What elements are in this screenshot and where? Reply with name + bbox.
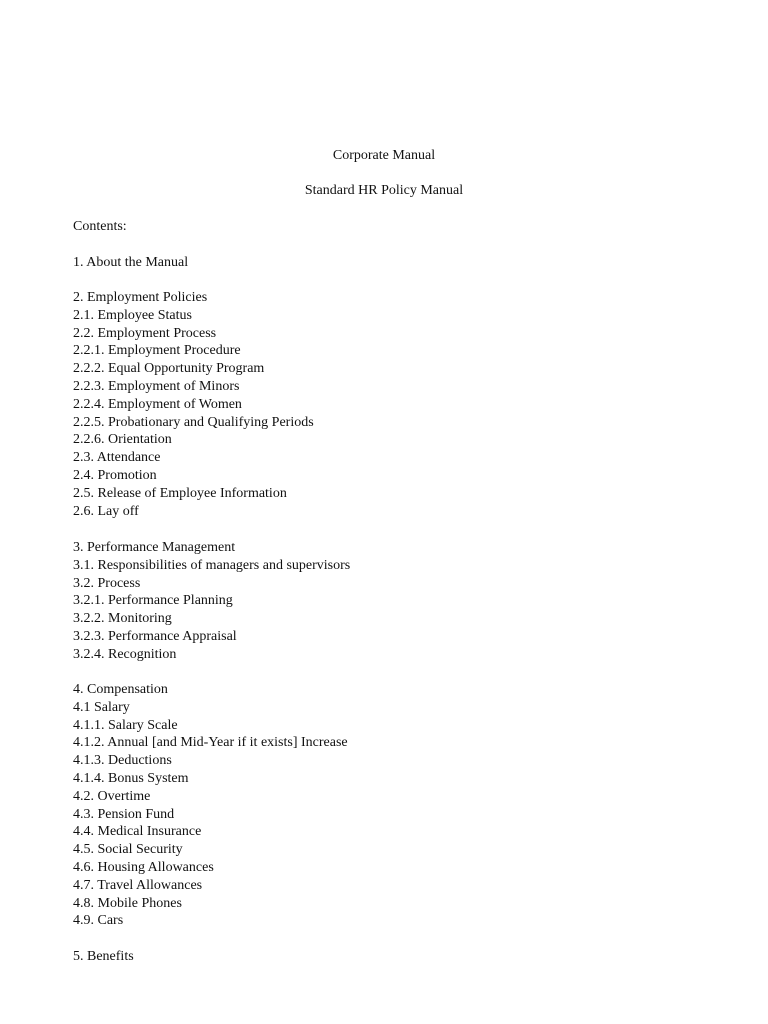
toc-section-performance-management xyxy=(73,539,723,664)
toc-entry: 4.1.4. Bonus System xyxy=(73,770,189,786)
toc-entry: 4.6. Housing Allowances xyxy=(73,859,214,875)
toc-entry: 2.2.2. Equal Opportunity Program xyxy=(73,361,265,377)
toc-entry: 3.2.3. Performance Appraisal xyxy=(73,628,237,644)
toc-entry: 2. Employment Policies xyxy=(73,290,208,305)
toc-entry: 2.1. Employee Status xyxy=(73,307,192,323)
toc-entry: 2.2.6. Orientation xyxy=(73,432,172,448)
toc-entry: 4.4. Medical Insurance xyxy=(73,824,202,840)
toc-entry: 4.5. Social Security xyxy=(73,842,183,858)
toc-section-employment-policies xyxy=(73,289,723,520)
toc-entry: 2.2.5. Probationary and Qualifying Periods xyxy=(73,414,314,430)
toc-entry: 4.7. Travel Allowances xyxy=(73,877,203,893)
toc-entry: 3.2.1. Performance Planning xyxy=(73,593,233,609)
document-subtitle: Standard HR Policy Manual xyxy=(304,183,464,198)
toc-entry: 4.8. Mobile Phones xyxy=(73,895,182,911)
toc-entry: 4.1.1. Salary Scale xyxy=(73,717,178,733)
contents-heading: Contents: xyxy=(73,219,127,234)
toc-entry: 4.1.2. Annual [and Mid-Year if it exists] Increase xyxy=(73,735,348,751)
toc-entry: 2.3. Attendance xyxy=(73,450,161,466)
toc-entry: 3.2.4. Recognition xyxy=(73,646,177,662)
toc-entry: 1. About the Manual xyxy=(73,255,189,270)
toc-entry: 2.2.4. Employment of Women xyxy=(73,396,242,412)
toc-entry: 4.2. Overtime xyxy=(73,788,151,804)
toc-entry: 2.4. Promotion xyxy=(73,467,157,483)
toc-entry: 2.6. Lay off xyxy=(73,503,139,519)
toc-entry: 4.9. Cars xyxy=(73,913,124,929)
toc-entry: 3.2. Process xyxy=(73,575,141,591)
toc-entry: 4. Compensation xyxy=(73,682,168,697)
toc-entry: 2.2. Employment Process xyxy=(73,325,217,341)
toc-entry: 4.1 Salary xyxy=(73,699,130,715)
toc-entry: 5. Benefits xyxy=(73,949,134,964)
toc-section-about xyxy=(73,254,723,272)
toc-entry: 3. Performance Management xyxy=(73,540,236,555)
toc-entry: 2.5. Release of Employee Information xyxy=(73,485,287,501)
toc-section-compensation xyxy=(73,681,723,930)
document-title: Corporate Manual xyxy=(332,148,436,163)
toc-entry: 2.2.3. Employment of Minors xyxy=(73,378,240,394)
toc-section-benefits xyxy=(73,948,723,966)
toc-entry: 4.3. Pension Fund xyxy=(73,806,175,822)
toc-entry: 3.1. Responsibilities of managers and supervisors xyxy=(73,557,351,573)
toc-entry: 4.1.3. Deductions xyxy=(73,753,172,769)
toc-entry: 2.2.1. Employment Procedure xyxy=(73,343,241,359)
toc-entry: 3.2.2. Monitoring xyxy=(73,611,172,627)
